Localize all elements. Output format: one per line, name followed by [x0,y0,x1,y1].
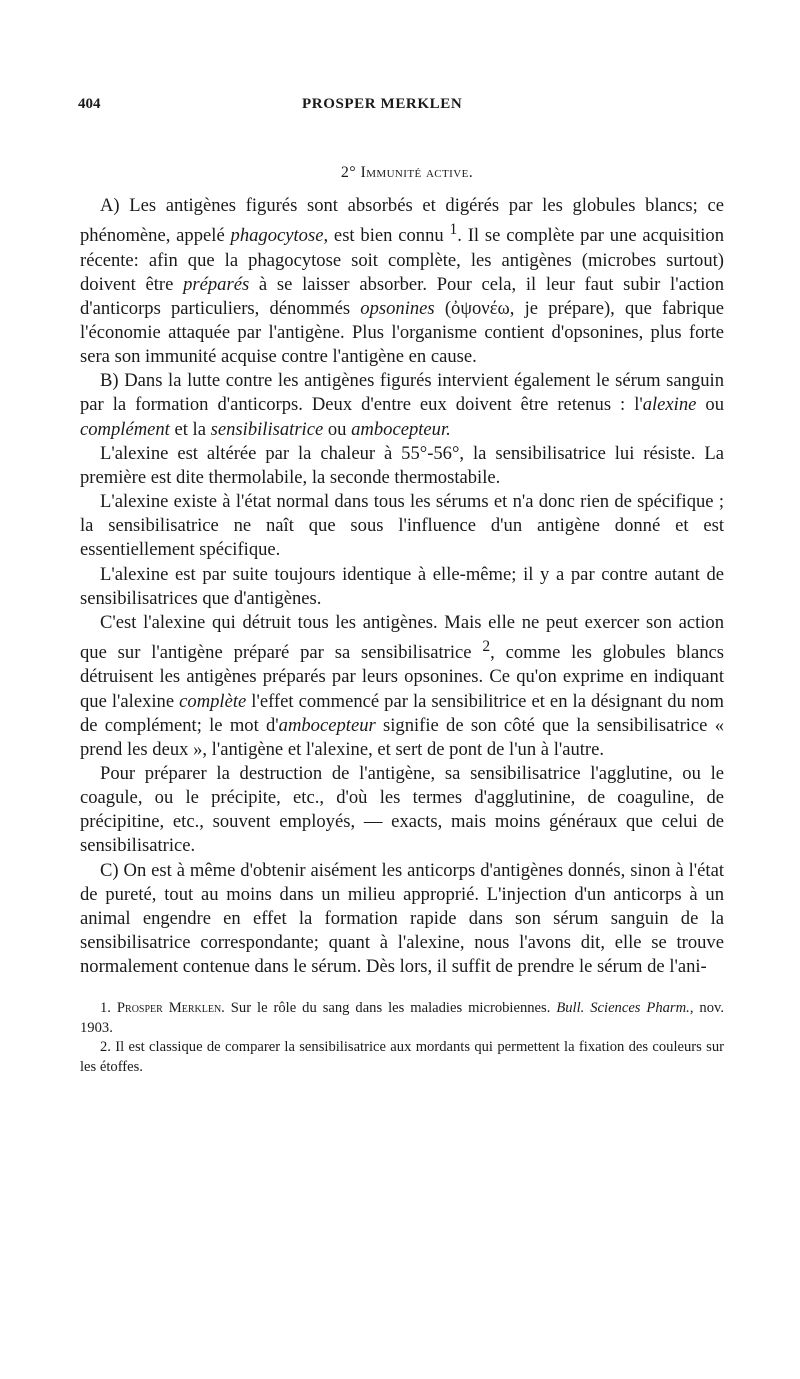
paragraph-agglutination: Pour préparer la destruction de l'antigène, sa sensibilisatrice l'agglutine, ou le coagule, ou le précipite, etc., d'où les termes d'agglutinine, de coaguline, de précipitine, etc., souvent employés, — exacts, mais moins généraux que celui de sensibilisatrice. [80,762,724,857]
paragraph-a [80,194,724,369]
paragraph-b [80,369,724,441]
footnote-number: 1. [100,1000,111,1017]
paragraph-heat: L'alexine est altérée par la chaleur à 55°-56°, la sensibilisatrice lui résiste. La première est dite thermolabile, la seconde thermostabile. [80,442,724,488]
text-run: . Il se complète par une acquisition récente: afin que la phagocytose soit complète, les antigènes (microbes surtout) doivent être [80,225,725,295]
running-title: PROSPER MERKLEN [302,96,463,112]
italic-term: ambocepteur [278,714,376,736]
text-run: A) Les antigènes figurés sont absorbés et digérés par les globules blancs; ce phénomène, appelé [80,195,724,247]
text-run: ou [323,418,352,440]
text-run: à se laisser absorber. Pour cela, il leur faut subir l'action d'anticorps particuliers, dénommés [80,273,725,319]
text-run: , comme les globules blancs détruisent les antigènes préparés par leurs opsonines. Ce qu'on exprime en indiquant que l'alexine [80,642,724,712]
italic-term: sensibilisatrice [210,418,324,440]
italic-term: ambocepteur. [351,418,451,440]
text-run: B) Dans la lutte contre les antigènes figurés intervient également le sérum sanguin par la formation d'anticorps. Deux d'entre eux doivent être retenus : l' [80,370,724,416]
footnotes [80,999,724,1077]
footnote-1 [80,999,724,1038]
footnote-source: Bull. Sciences Pharm. [556,1000,690,1017]
italic-term: alexine [642,394,697,416]
footnote-text: Il est classique de comparer la sensibilisatrice aux mordants qui permettent la fixation des couleurs sur les étoffes. [80,1039,724,1075]
text-run: , est bien connu [323,225,450,247]
footnote-ref: 1 [449,221,458,239]
paragraph-c: C) On est à même d'obtenir aisément les anticorps d'antigènes donnés, sinon à l'état de pureté, tout au moins dans un milieu approprié. L'injection d'un anticorps à un animal engendre en effet la formation rapide dans son sérum sanguin de la sensibilisatrice correspondante; quant à l'alexine, nous l'avons dit, elle se trouve normalement contenue dans le sérum. Dès lors, il suffit de prendre le sérum de l'ani- [80,859,724,978]
book-page [80,92,724,1077]
footnote-date: , nov. 1903. [80,1000,725,1036]
running-head [80,92,724,122]
footnote-author: Prosper Merklen. [116,1000,225,1017]
italic-term: complète [179,690,247,712]
italic-term: opsonines [360,297,435,319]
italic-term: préparés [183,273,250,295]
text-run: l'effet commencé par la sensibilitrice et en la désignant du nom de complément; le mot d' [80,690,724,736]
paragraph-specificity: L'alexine existe à l'état normal dans tous les sérums et n'a donc rien de spécifique ; la sensibilisatrice ne naît que sous l'influence d'un antigène donné et est essentiellement spécifique. [80,491,724,561]
text-run: (ὀψονέω, je prépare), que fabrique l'économie attaquée par l'antigène. Plus l'organisme contient d'opsonines, plus forte sera son immunité acquise contre l'antigène en cause. [80,297,725,368]
paragraph-identity: L'alexine est par suite toujours identique à elle-même; il y a par contre autant de sensibilisatrices que d'antigènes. [80,563,724,609]
section-heading: 2° Immunité active. [340,164,474,181]
text-run: ou [696,394,724,416]
footnote-number: 2. [100,1039,111,1056]
body-text [80,194,724,979]
footnote-ref: 2 [482,638,491,655]
text-run: signifie de son côté que la sensibilisatrice « prend les deux », l'antigène et l'alexine, et sert de pont de l'un à l'autre. [80,714,724,760]
italic-term: complément [80,418,170,440]
paragraph-destruction [80,611,724,762]
text-run: et la [169,418,211,440]
italic-term: phagocytose [230,225,324,247]
text-run: C'est l'alexine qui détruit tous les antigènes. Mais elle ne peut exercer son action que sur l'antigène préparé par sa sensibilisatrice [80,611,724,664]
page-number: 404 [78,96,101,112]
footnote-2 [80,1038,724,1077]
footnote-text: Sur le rôle du sang dans les maladies microbiennes. [224,1000,557,1017]
